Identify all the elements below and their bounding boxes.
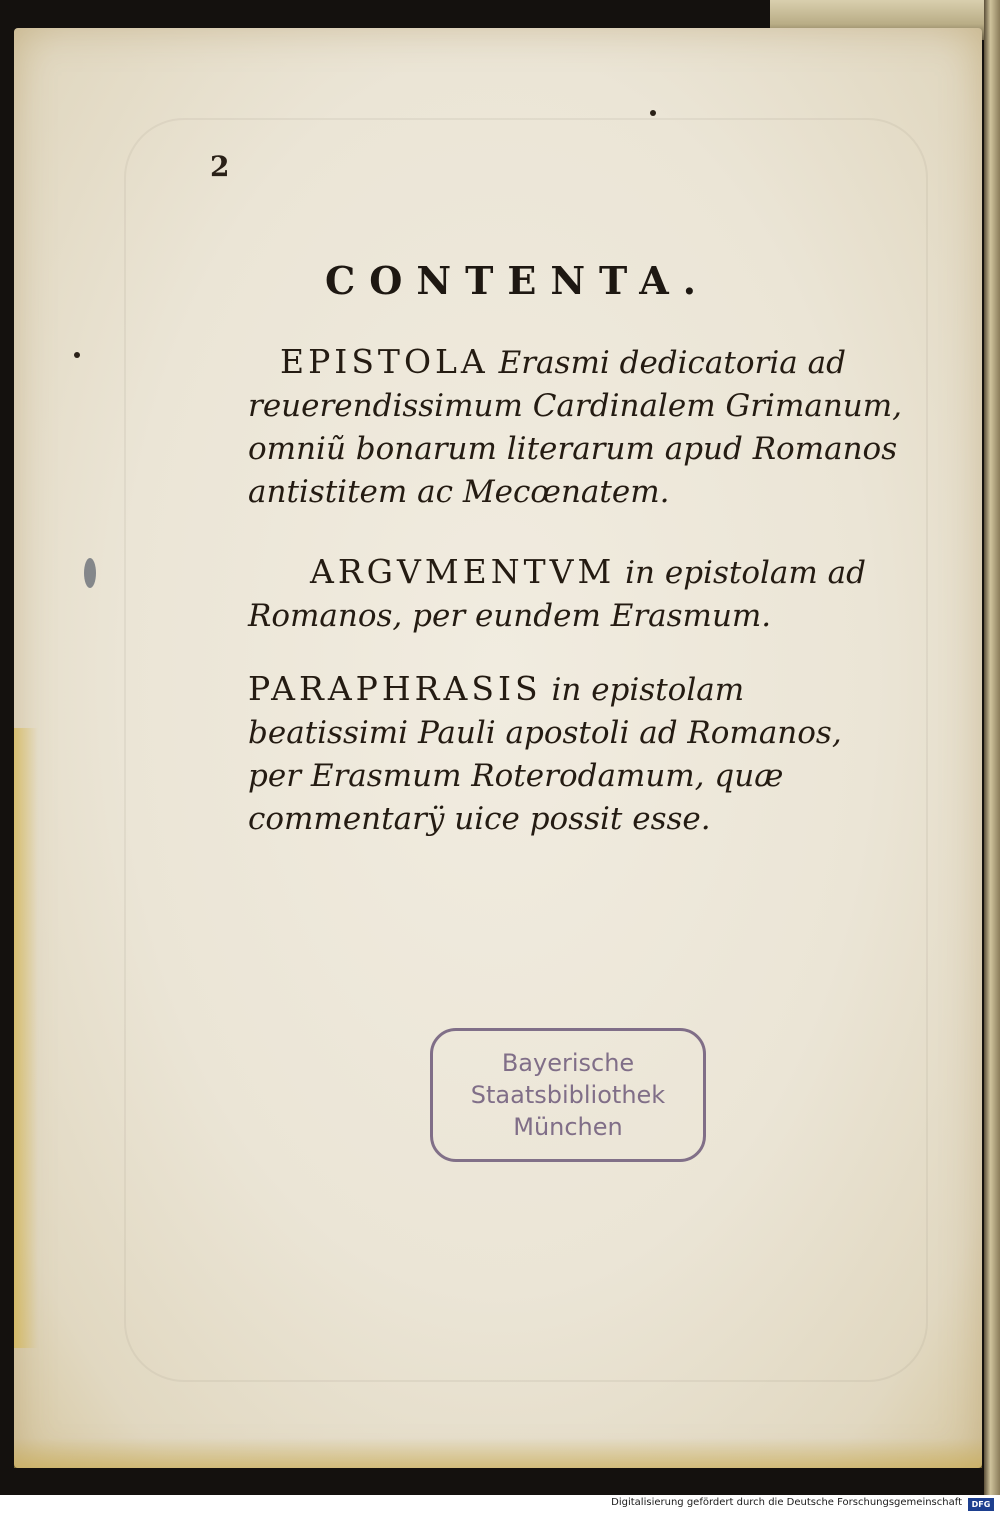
ink-blot	[84, 558, 96, 588]
page-heading: CONTENTA.	[325, 258, 710, 303]
dot-mark	[74, 352, 80, 358]
book-edge-right	[984, 0, 1000, 1495]
entry-lead: ARGVMENTVM	[310, 552, 616, 591]
entry-lead: PARAPHRASIS	[248, 669, 542, 708]
entry-lead: EPISTOLA	[280, 342, 489, 381]
footer-credit: Digitalisierung gefördert durch die Deutsche Forschungsgemeinschaft	[611, 1497, 962, 1508]
stamp-line: München	[513, 1113, 623, 1141]
library-stamp	[430, 1028, 706, 1162]
entry-text: in epistolam beatissimi Pauli apostoli ad Romanos, per Erasmum Roterodamum, quæ commentarÿ uice possit esse.	[248, 672, 842, 837]
contents-entry-epistola	[248, 340, 903, 514]
dfg-logo-icon[interactable]: DFG	[968, 1498, 994, 1511]
contents-entry-paraphrasis	[248, 667, 903, 841]
stamp-line: Staatsbibliothek	[470, 1081, 666, 1109]
entry-text: in epistolam ad Romanos, per eundem Erasmum.	[248, 555, 866, 634]
page-stain-left	[14, 728, 38, 1348]
dot-mark	[650, 110, 656, 116]
page-number: 2	[210, 150, 230, 183]
contents-entry-argumentum	[248, 550, 903, 638]
page-stain-bottom	[14, 1438, 982, 1468]
entry-text: Erasmi dedicatoria ad reuerendissimum Cardinalem Grimanum, omniũ bonarum literarum apud Romanos antistitem ac Mecœnatem.	[248, 345, 902, 510]
stamp-line: Bayerische	[501, 1049, 635, 1077]
